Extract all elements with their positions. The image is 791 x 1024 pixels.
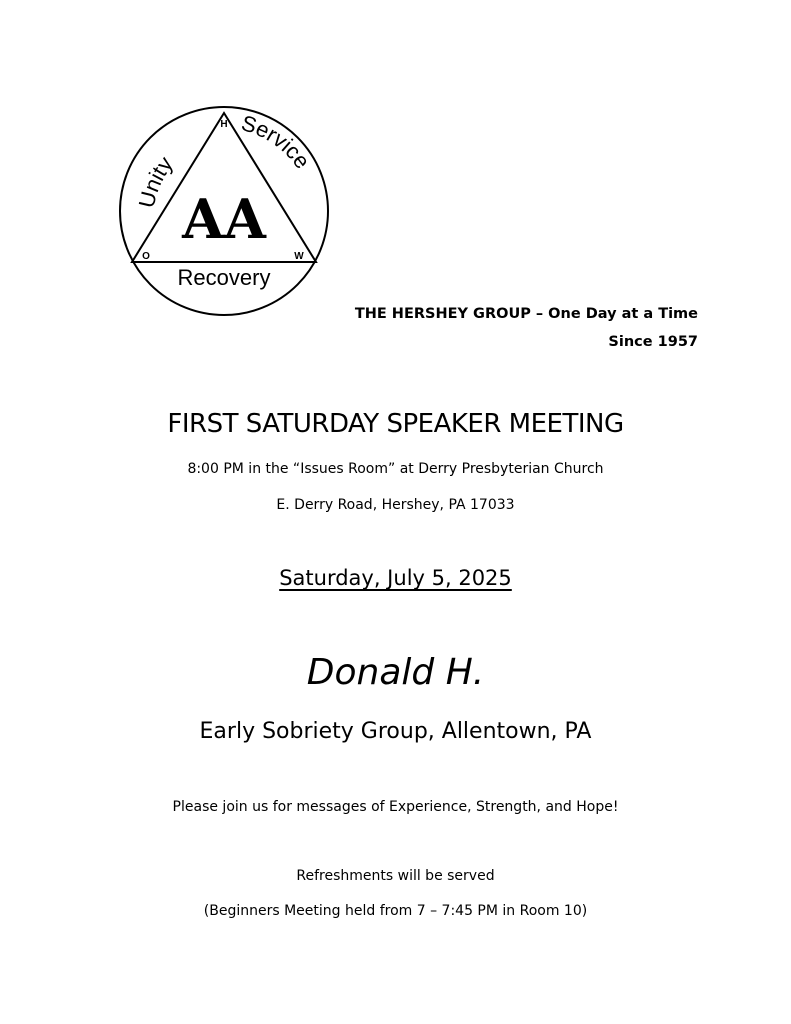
aa-circle-triangle-emblem bbox=[108, 95, 340, 327]
meeting-time-location: 8:00 PM in the “Issues Room” at Derry Presbyterian Church bbox=[187, 461, 604, 477]
logo-service-text: Service bbox=[238, 110, 316, 174]
logo-aa-text: AA bbox=[182, 187, 266, 251]
aa-logo bbox=[108, 95, 340, 327]
logo-letter-h: H bbox=[220, 119, 228, 130]
speaker-name: Donald H. bbox=[306, 652, 485, 693]
meeting-date: Saturday, July 5, 2025 bbox=[279, 566, 512, 590]
since-year: Since 1957 bbox=[608, 334, 698, 350]
logo-unity-text: Unity bbox=[133, 151, 178, 211]
refreshments-text: Refreshments will be served bbox=[296, 868, 495, 884]
meeting-address: E. Derry Road, Hershey, PA 17033 bbox=[276, 497, 515, 513]
meeting-date-container bbox=[0, 566, 791, 590]
logo-recovery-text: Recovery bbox=[177, 265, 271, 290]
logo-letter-o: O bbox=[142, 251, 150, 262]
group-name: THE HERSHEY GROUP – One Day at a Time bbox=[354, 306, 698, 322]
speaker-group: Early Sobriety Group, Allentown, PA bbox=[199, 719, 592, 744]
beginners-meeting-text: (Beginners Meeting held from 7 – 7:45 PM in Room 10) bbox=[203, 903, 588, 919]
invite-text: Please join us for messages of Experience, Strength, and Hope! bbox=[172, 799, 619, 815]
meeting-title: FIRST SATURDAY SPEAKER MEETING bbox=[167, 409, 624, 439]
logo-letter-w: W bbox=[294, 251, 304, 262]
